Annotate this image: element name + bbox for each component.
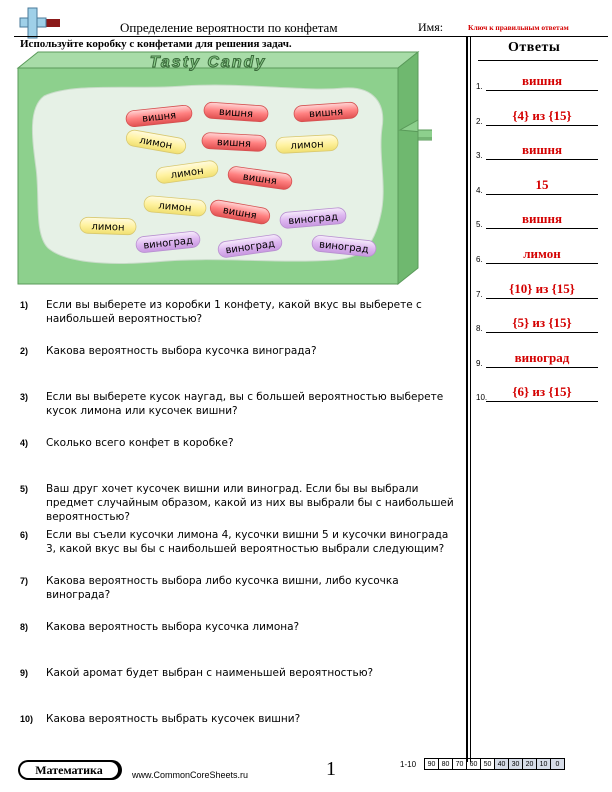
question-number: 3) [20,392,29,402]
answer-number: 8. [476,324,483,334]
answer-line [486,401,598,402]
answer-number: 10. [476,393,488,403]
page-title: Определение вероятности по конфетам [120,20,338,35]
header-divider [14,36,608,37]
candy-cherry [202,132,267,151]
answer-line [486,263,598,264]
answer-value: вишня [521,211,562,227]
question-number: 4) [20,438,29,448]
answer-value: виноград [514,349,570,365]
answers-title: Ответы [508,40,561,55]
answer-value: вишня [521,142,562,158]
question-number: 5) [20,484,29,494]
footer-url: www.CommonCoreSheets.ru [132,770,249,780]
candy-label: вишня [218,106,254,121]
candy-label: вишня [141,110,177,125]
score-cell: 90 [425,759,439,770]
question-number: 9) [20,668,29,678]
candy-label: виноград [318,239,370,256]
answer-value: 15 [535,176,549,192]
candy-label: вишня [221,205,258,222]
candy-label: виноград [142,235,194,252]
score-cell: 60 [467,759,481,770]
question-text: Какова вероятность выбора кусочка винограда? [46,345,317,357]
score-cell: 40 [495,759,509,770]
answer-number: 1. [476,82,483,91]
question-number: 10) [20,714,34,724]
plus-minus-logo-icon [18,6,62,40]
svg-text:Tasty Candy: Tasty Candy [149,54,267,71]
answer-number: 9. [476,358,483,368]
answer-value: {10} из {15} [509,280,575,296]
score-cell: 20 [523,759,537,770]
answer-value: {5} из {15} [512,315,572,331]
question-number: 2) [20,346,29,356]
answer-number: 3. [476,151,483,161]
instructions: Используйте коробку с конфетами для решения задач. [20,38,292,50]
subject-label: Математика [20,762,118,778]
question-number: 1) [20,300,29,310]
candy-lemon [276,134,339,153]
score-range-label: 1-10 [400,760,417,769]
column-divider-inner [470,36,471,762]
answer-key-label: Ключ к правильным ответам [468,23,569,32]
answer-line [486,159,598,160]
answer-number: 5. [476,220,483,230]
question-text: Какова вероятность выбора кусочка лимона? [46,621,300,633]
candy-lemon [80,217,137,235]
candy-label: лимон [91,221,125,234]
answer-number: 4. [476,185,483,195]
page-number: 1 [326,758,336,780]
column-divider [466,36,468,762]
answers-title-rule [478,60,598,61]
score-table [424,758,565,770]
candy-label: лимон [138,135,173,152]
box-brand [150,54,267,71]
name-label: Имя: [418,20,444,34]
question-text: Ваш друг хочет кусочек вишни или виноград. Если бы вы выбрали предмет случайным образом, какой из них вы выбрали бы с наибольшей вероятностью? [46,483,454,523]
candy-label: виноград [224,238,276,257]
candy-box-illustration [14,48,432,290]
answer-value: {6} из {15} [512,384,572,400]
answer-number: 2. [476,116,483,126]
score-cell: 70 [453,759,467,770]
score-cell: 80 [439,759,453,770]
candy-label: лимон [290,139,324,152]
answer-value: {4} из {15} [512,107,572,123]
question-text: Какова вероятность выбора либо кусочка вишни, либо кусочка винограда? [46,575,399,601]
answer-line [486,125,598,126]
answer-number: 7. [476,289,483,299]
question-number: 8) [20,622,29,632]
answer-line [486,367,598,368]
answer-number: 6. [476,255,483,264]
question-text: Если вы выберете из коробки 1 конфету, какой вкус вы выберете с наибольшей вероятностью? [46,299,422,325]
question-text: Если вы выберете кусок наугад, вы с большей вероятностью выберете кусок лимона или кусочек вишни? [46,391,444,417]
question-text: Если вы съели кусочки лимона 4, кусочки вишни 5 и кусочки винограда 3, какой вкус вы бы с наибольшей вероятностью выбрали следующим? [46,529,449,555]
question-text: Сколько всего конфет в коробке? [46,437,234,449]
candy-label: виноград [287,211,339,228]
candy-label: вишня [308,106,344,121]
question-text: Какова вероятность выбрать кусочек вишни? [46,713,301,725]
candy-label: лимон [170,165,205,182]
score-cell: 0 [551,759,565,770]
candy-label: вишня [242,171,278,188]
answer-value: лимон [523,246,561,261]
box-side-face [398,52,418,284]
answer-line [486,298,598,299]
candy-label: лимон [157,200,192,215]
answer-value: вишня [521,73,562,88]
score-cell: 50 [481,759,495,770]
question-number: 6) [20,530,29,540]
answer-line [486,194,598,195]
answer-line [486,90,598,91]
score-cell: 10 [537,759,551,770]
answer-line [486,332,598,333]
answer-line [486,228,598,229]
candy-label: вишня [216,137,252,150]
question-number: 7) [20,576,29,586]
question-text: Какой аромат будет выбран с наименьшей вероятностью? [46,667,374,679]
score-cell: 30 [509,759,523,770]
